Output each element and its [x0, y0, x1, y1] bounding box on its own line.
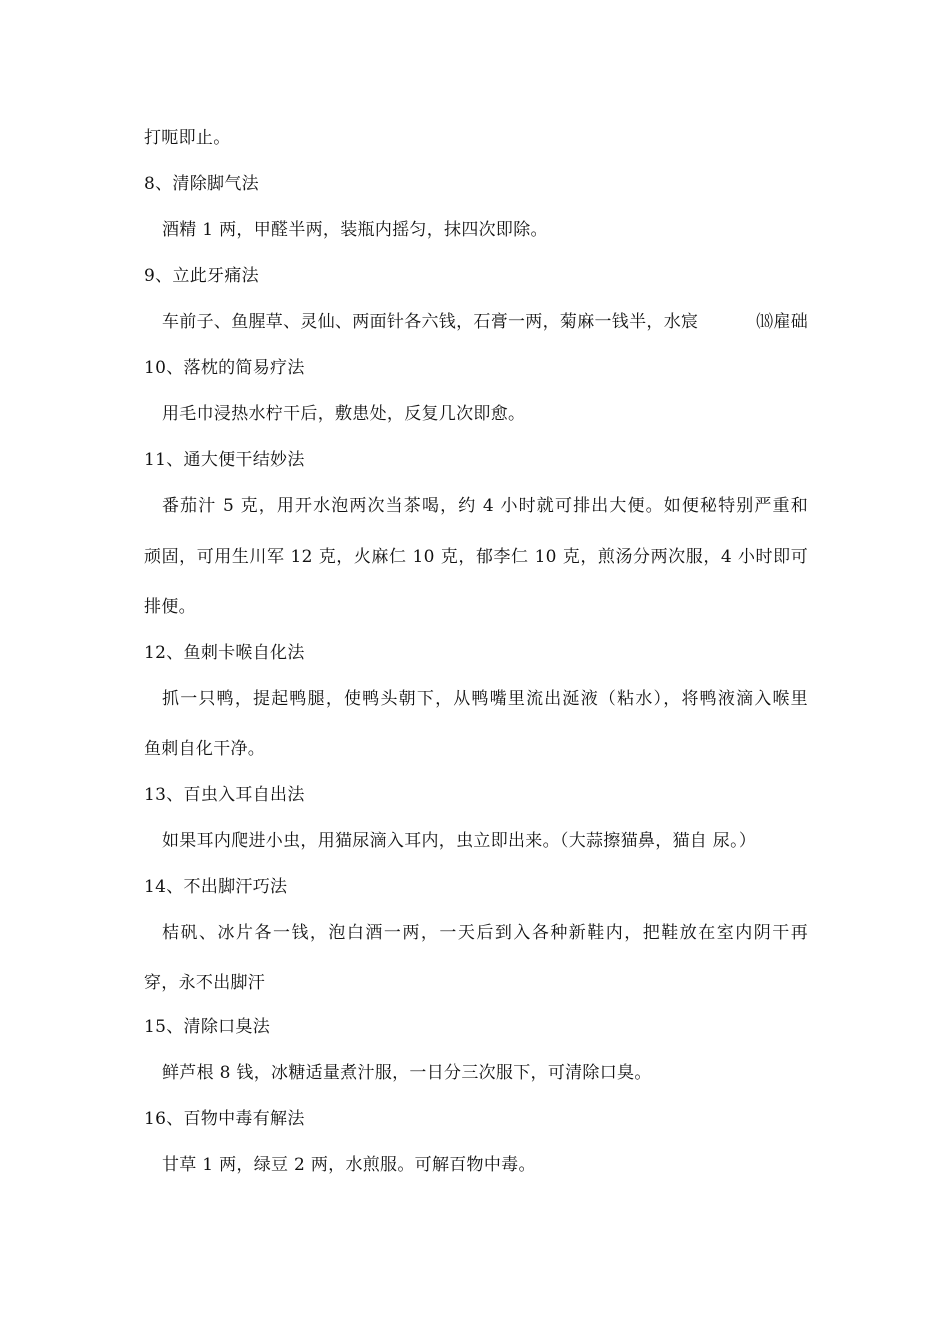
continuation-text: 打呃即止。 — [144, 128, 231, 148]
section-body-14-line-1: 桔矾、冰片各一钱，泡白酒一两，一天后到入各种新鞋内，把鞋放在室内阴干再 — [162, 923, 808, 943]
section-body-9-line-1 — [162, 311, 808, 333]
section-heading-9: 9、立此牙痛法 — [144, 266, 259, 286]
section-body-13-line-1: 如果耳内爬进小虫，用猫尿滴入耳内，虫立即出来。（大蒜擦猫鼻，猫自 尿。） — [162, 831, 757, 851]
section-body-14-line-2: 穿，永不出脚汗 — [144, 973, 266, 993]
section-body-15-line-1: 鲜芦根 8 钱，冰糖适量煮汁服，一日分三次服下，可清除口臭。 — [162, 1063, 652, 1083]
section-heading-16: 16、百物中毒有解法 — [144, 1109, 305, 1129]
section-heading-11: 11、通大便干结妙法 — [144, 450, 305, 470]
section-body-11-line-3: 排便。 — [144, 597, 196, 617]
section-body-11-line-1: 番茄汁 5 克，用开水泡两次当茶喝，约 4 小时就可排出大便。如便秘特别严重和 — [162, 496, 808, 516]
section-body-8-line-1: 酒精 1 两，甲醛半两，装瓶内摇匀，抹四次即除。 — [162, 220, 548, 240]
section-heading-12: 12、鱼刺卡喉自化法 — [144, 643, 305, 663]
section-heading-15: 15、清除口臭法 — [144, 1017, 271, 1037]
section-body-16-line-1: 甘草 1 两，绿豆 2 两，水煎服。可解百物中毒。 — [162, 1155, 536, 1175]
section-heading-14: 14、不出脚汗巧法 — [144, 877, 288, 897]
section-body-9-main: 车前子、鱼腥草、灵仙、两面针各六钱，石膏一两，菊麻一钱半，水宸 — [162, 312, 699, 332]
section-heading-10: 10、落枕的简易疗法 — [144, 358, 305, 378]
section-body-11-line-2: 顽固，可用生川军 12 克，火麻仁 10 克，郁李仁 10 克，煎汤分两次服，4 小时即可 — [144, 547, 808, 567]
section-body-12-line-1: 抓一只鸭，提起鸭腿，使鸭头朝下，从鸭嘴里流出涎液（粘水），将鸭液滴入喉里 — [162, 689, 808, 709]
section-body-9-tail: ⒅雇础 — [756, 312, 808, 332]
section-heading-13: 13、百虫入耳自出法 — [144, 785, 305, 805]
section-body-10-line-1: 用毛巾浸热水柠干后，敷患处，反复几次即愈。 — [162, 404, 526, 424]
section-heading-8: 8、清除脚气法 — [144, 174, 259, 194]
section-body-12-line-2: 鱼刺自化干净。 — [144, 739, 266, 759]
